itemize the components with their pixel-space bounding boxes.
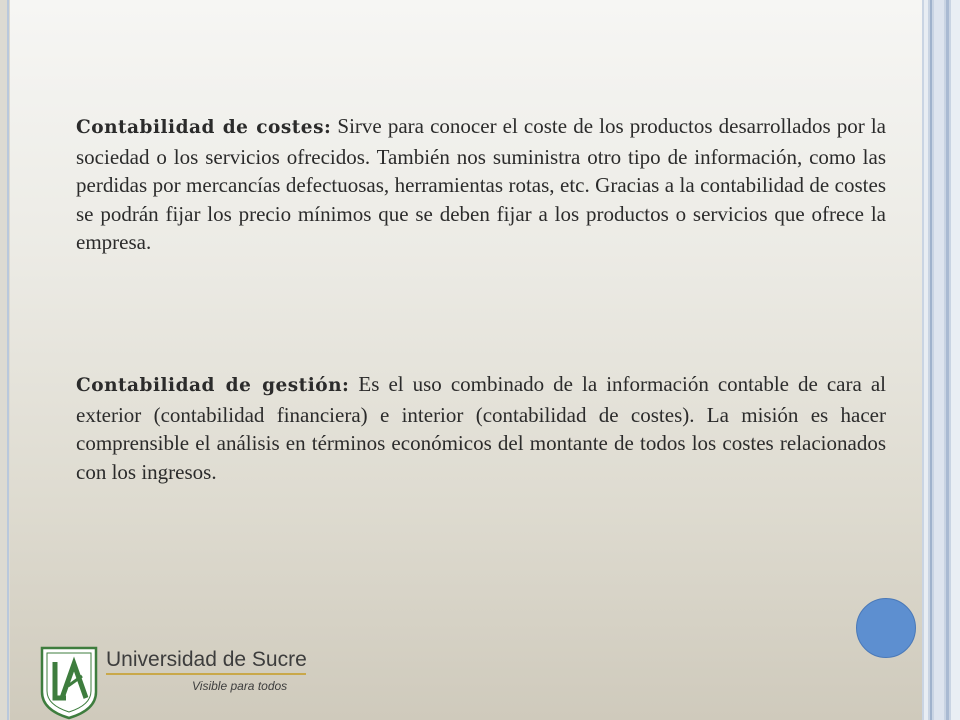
right-stripe	[934, 0, 944, 720]
paragraph-contabilidad-gestion	[76, 370, 886, 486]
right-stripe	[951, 0, 960, 720]
decorative-blue-circle	[856, 598, 916, 658]
paragraph-contabilidad-costes	[76, 112, 886, 257]
left-border-line	[7, 0, 9, 720]
logo-divider	[106, 673, 306, 675]
paragraph-text: Sirve para conocer el coste de los productos desarrollados por la sociedad o los servicios ofrecidos. También nos suministra otro tipo de información, como las perdidas por mercancías defectuosas, herramientas rotas, etc. Gracias a la contabilidad de costes se podrán fijar los precio mínimos que se deben fijar a los productos o servicios que ofrece la empresa.	[76, 114, 886, 254]
term-heading: Contabilidad de gestión:	[76, 375, 350, 396]
slide-background	[10, 0, 922, 720]
right-stripe	[930, 0, 932, 720]
university-name: Universidad de Sucre	[106, 648, 307, 671]
right-stripe	[946, 0, 949, 720]
university-slogan: Visible para todos	[192, 679, 288, 693]
term-heading: Contabilidad de costes:	[76, 117, 332, 138]
paragraph-text: Es el uso combinado de la información contable de cara al exterior (contabilidad financiera) e interior (contabilidad de costes). La misión es hacer comprensible el análisis en términos económicos del montante de todos los costes relacionados con los ingresos.	[76, 372, 887, 484]
right-stripe	[924, 0, 928, 720]
